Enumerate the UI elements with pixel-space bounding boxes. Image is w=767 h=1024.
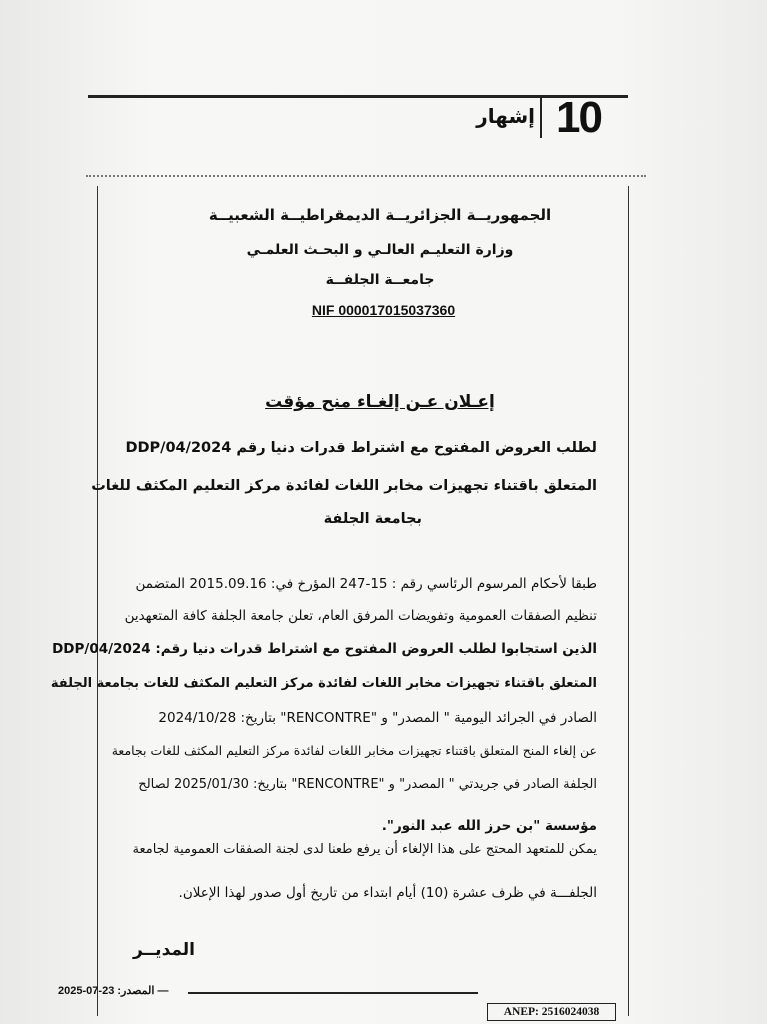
page-number: 10	[556, 93, 601, 142]
body-line: يمكن للمتعهد المحتج على هذا الإلغاء أن يرفع طعنا لدى لجنة الصفقات العمومية لجامعة	[132, 842, 597, 857]
body-line: مؤسسة "بن حرز الله عبد النور".	[381, 818, 597, 834]
body-line: طبقا لأحكام المرسوم الرئاسي رقم : 15-247 المؤرخ في: 2015.09.16 المتضمن	[135, 576, 597, 592]
body-line: الصادر في الجرائد اليومية " المصدر" و "RENCONTRE" بتاريخ: 2024/10/28	[158, 710, 597, 726]
body-line: الذين استجابوا لطلب العروض المفتوح مع اشتراط قدرات دنيا رقم: 2024/DDP/04	[52, 641, 597, 657]
footer-rule	[188, 992, 478, 994]
dotted-divider	[86, 175, 646, 177]
director-signature: المديــر	[132, 940, 195, 960]
body-line: تنظيم الصفقات العمومية وتفويضات المرفق العام، تعلن جامعة الجلفة كافة المتعهدين	[124, 608, 597, 624]
body-line: المتعلق باقتناء تجهيزات مخابر اللغات لفائدة مركز التعليم المكثف للغات بجامعة الجلفة	[50, 676, 597, 691]
body-line: عن إلغاء المنح المتعلق باقتناء تجهيزات مخابر اللغات لفائدة مركز التعليم المكثف للغات بجامعة	[111, 743, 597, 758]
body-line: الجلفة الصادر في جريدتي " المصدر" و "RENCONTRE" بتاريخ: 2025/01/30 لصالح	[138, 777, 597, 792]
republic-heading: الجمهوريــة الجزائريــة الديمقراطيــة الشعبيــة	[208, 206, 552, 224]
source-date: المصدر: 23-07-2025 —	[58, 985, 169, 997]
body-line: الجلفـــة في ظرف عشرة (10) أيام ابتداء من تاريخ أول صدور لهذا الإعلان.	[178, 885, 597, 901]
section-label: إشهار	[476, 104, 535, 128]
nif-number: NIF 000017015037360	[311, 302, 456, 318]
university-heading: جامعــة الجلفــة	[325, 272, 435, 288]
header-separator	[540, 98, 542, 138]
header-rule	[88, 95, 628, 98]
anep-reference: ANEP: 2516024038	[487, 1003, 616, 1021]
subject-line: المتعلق باقتناء تجهيزات مخابر اللغات لفائدة مركز التعليم المكثف للغات	[91, 478, 597, 494]
subject-line: بجامعة الجلفة	[323, 511, 422, 527]
subject-line: لطلب العروض المفتوح مع اشتراط قدرات دنيا رقم 2024/DDP/04	[125, 440, 597, 456]
ministry-heading: وزارة التعليـم العالـي و البحـث العلمـي	[246, 242, 514, 258]
notice-title: إعـلان عـن إلغـاء منح مؤقت	[265, 392, 495, 412]
